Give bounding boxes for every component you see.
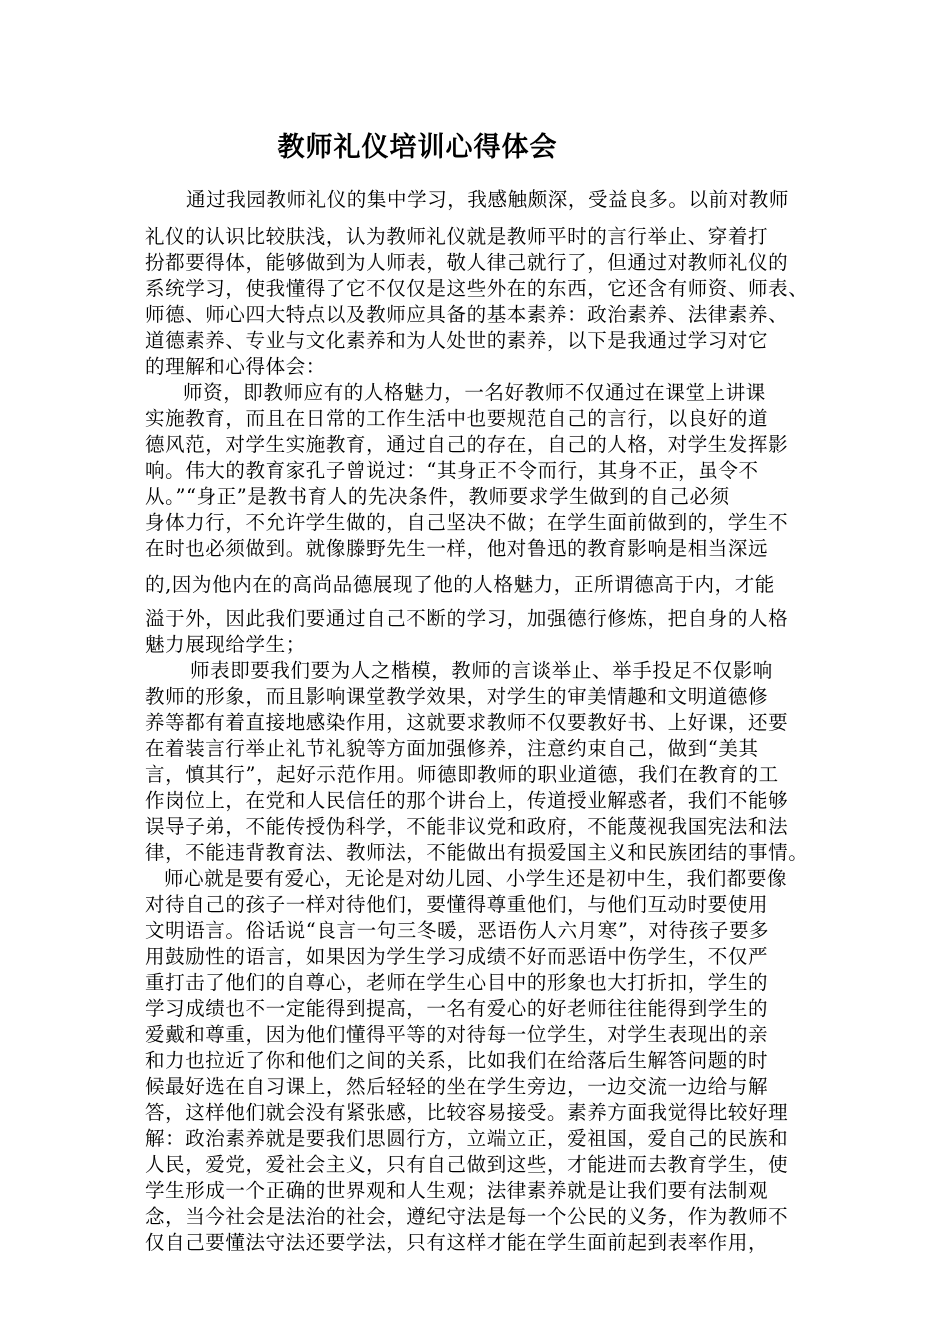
paragraph-line: 对待自己的孩子一样对待他们，要懂得尊重他们，与他们互动时要使用 <box>145 893 769 916</box>
paragraph-line: 师表即要我们要为人之楷模，教师的言谈举止、举手投足不仅影响 <box>190 659 773 682</box>
paragraph-line: 律，不能违背教育法、教师法，不能做出有损爱国主义和民族团结的事情。 <box>145 841 809 864</box>
paragraph-line: 身体力行，不允许学生做的，自己坚决不做；在学生面前做到的，学生不 <box>145 511 789 534</box>
paragraph-line: 在时也必须做到。就像滕野先生一样，他对鲁迅的教育影响是相当深远 <box>145 537 769 560</box>
paragraph-line: 教师的形象，而且影响课堂教学效果，对学生的审美情趣和文明道德修 <box>145 685 769 708</box>
paragraph-line: 文明语言。俗话说“良言一句三冬暖，恶语伤人六月寒”，对待孩子要多 <box>145 919 770 942</box>
paragraph-line: 系统学习，使我懂得了它不仅仅是这些外在的东西，它还含有师资、师表、 <box>145 277 809 300</box>
paragraph-line: 响。伟大的教育家孔子曾说过：“其身正不令而行，其身不正，虽令不 <box>145 459 759 482</box>
paragraph-line: 通过我园教师礼仪的集中学习，我感触颇深，受益良多。以前对教师 <box>186 188 790 211</box>
paragraph-line: 误导子弟，不能传授伪科学，不能非议党和政府，不能蔑视我国宪法和法 <box>145 815 789 838</box>
paragraph-line: 师资，即教师应有的人格魅力，一名好教师不仅通过在课堂上讲课 <box>183 381 766 404</box>
paragraph-line: 的,因为他内在的高尚品德展现了他的人格魅力，正所谓德高于内，才能 <box>145 573 775 596</box>
paragraph-line: 答，这样他们就会没有紧张感，比较容易接受。素养方面我觉得比较好理 <box>145 1101 789 1124</box>
paragraph-line: 候最好选在自习课上，然后轻轻的坐在学生旁边，一边交流一边给与解 <box>145 1075 769 1098</box>
paragraph-line: 言，慎其行”，起好示范作用。师德即教师的职业道德，我们在教育的工 <box>145 763 779 786</box>
paragraph-line: 仅自己要懂法守法还要学法，只有这样才能在学生面前起到表率作用， <box>145 1231 769 1254</box>
paragraph-line: 在着装言行举止礼节礼貌等方面加强修养，注意约束自己，做到“美其 <box>145 737 759 760</box>
paragraph-line: 养等都有着直接地感染作用，这就要求教师不仅要教好书、上好课，还要 <box>145 711 789 734</box>
paragraph-line: 实施教育，而且在日常的工作生活中也要规范自己的言行，以良好的道 <box>145 407 769 430</box>
paragraph-line: 道德素养、专业与文化素养和为人处世的素养，以下是我通过学习对它 <box>145 329 769 352</box>
paragraph-line: 师德、师心四大特点以及教师应具备的基本素养：政治素养、法律素养、 <box>145 303 789 326</box>
paragraph-line: 用鼓励性的语言，如果因为学生学习成绩不好而恶语中伤学生，不仅严 <box>145 945 769 968</box>
paragraph-line: 扮都要得体，能够做到为人师表，敬人律己就行了，但通过对教师礼仪的 <box>145 251 789 274</box>
paragraph-line: 学生形成一个正确的世界观和人生观；法律素养就是让我们要有法制观 <box>145 1179 769 1202</box>
paragraph-line: 爱戴和尊重，因为他们懂得平等的对待每一位学生，对学生表现出的亲 <box>145 1023 769 1046</box>
paragraph-line: 和力也拉近了你和他们之间的关系，比如我们在给落后生解答问题的时 <box>145 1049 769 1072</box>
paragraph-line: 魅力展现给学生； <box>145 633 306 656</box>
paragraph-line: 念，当今社会是法治的社会，遵纪守法是每一个公民的义务，作为教师不 <box>145 1205 789 1228</box>
paragraph-line: 德风范，对学生实施教育，通过自己的存在，自己的人格，对学生发挥影 <box>145 433 789 456</box>
paragraph-line: 作岗位上，在党和人民信任的那个讲台上，传道授业解惑者，我们不能够 <box>145 789 789 812</box>
paragraph-line: 解：政治素养就是要我们思圆行方，立端立正，爱祖国，爱自己的民族和 <box>145 1127 789 1150</box>
paragraph-line: 从。”“身正”是教书育人的先决条件，教师要求学生做到的自己必须 <box>145 485 730 508</box>
paragraph-line: 礼仪的认识比较肤浅，认为教师礼仪就是教师平时的言行举止、穿着打 <box>145 225 769 248</box>
paragraph-line: 的理解和心得体会： <box>145 355 326 378</box>
paragraph-line: 学习成绩也不一定能得到提高，一名有爱心的好老师往往能得到学生的 <box>145 997 769 1020</box>
paragraph-line: 师心就是要有爱心，无论是对幼儿园、小学生还是初中生，我们都要像 <box>164 867 788 890</box>
paragraph-line: 溢于外，因此我们要通过自己不断的学习，加强德行修炼，把自身的人格 <box>145 607 789 630</box>
document-title: 教师礼仪培训心得体会 <box>277 132 558 163</box>
paragraph-line: 重打击了他们的自尊心，老师在学生心目中的形象也大打折扣，学生的 <box>145 971 769 994</box>
paragraph-line: 人民，爱党，爱社会主义，只有自己做到这些，才能进而去教育学生，使 <box>145 1153 789 1176</box>
